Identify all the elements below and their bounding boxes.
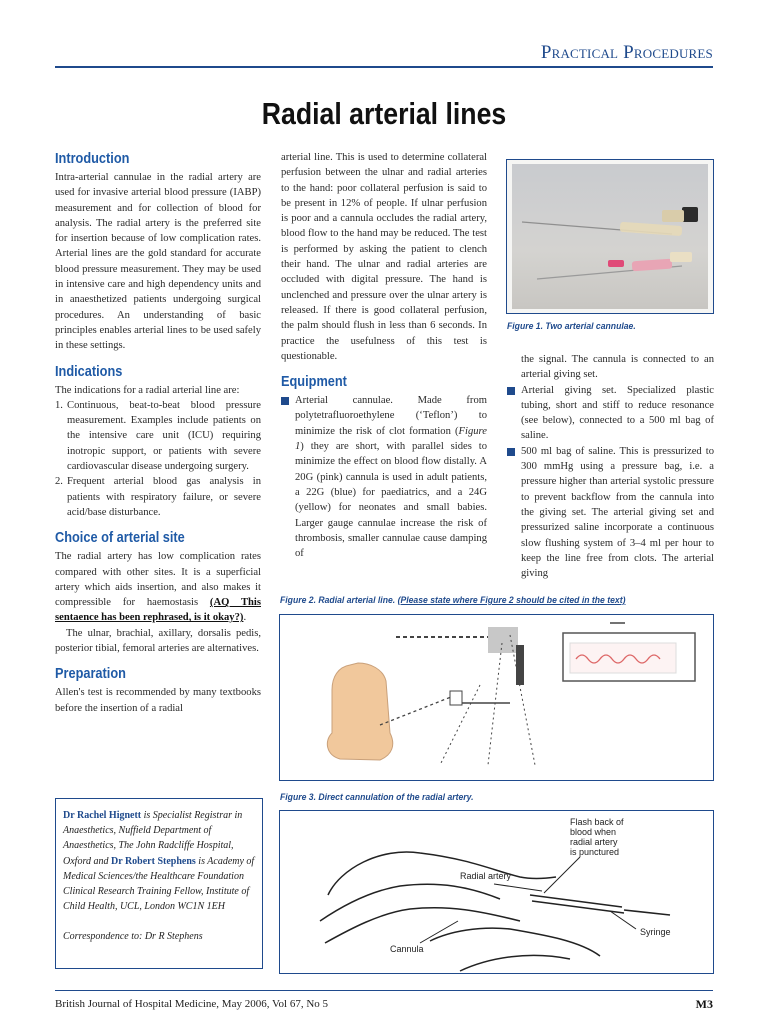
- equipment-item-giving-set: Arterial giving set. Specialized plastic tubing, short and stiff to reduce resonance (see below), connected to a 500 ml bag of saline.: [507, 383, 714, 444]
- indication-item: [55, 474, 261, 520]
- label-syringe: Syringe: [640, 927, 671, 937]
- equipment-item-cannulae: [281, 393, 487, 561]
- label-cannula: Cannula: [390, 944, 424, 954]
- author-2-name: Dr Robert Stephens: [110, 855, 196, 867]
- arterial-line-diagram: [280, 615, 713, 780]
- author-2-affiliation: is Academy of Medical Sciences/the Healthcare Foundation Clinical Research Training Fellow, Institute of Child Health, UCL, London WC1N 1EH: [63, 855, 255, 913]
- author-1-affiliation: is Specialist Registrar in Anaesthetics, Nuffield Department of Anaesthetics, The John Radcliffe Hospital, Oxford and: [63, 810, 243, 867]
- indication-number: 1.: [55, 399, 63, 411]
- cannulation-diagram: [280, 811, 713, 973]
- label-flash-back: radial artery: [570, 837, 618, 847]
- author-1-name: Dr Rachel Hignett: [63, 810, 142, 821]
- choice-alternatives: The ulnar, brachial, axillary, dorsalis pedis, posterior tibial, femoral arteries are alternatives.: [55, 627, 261, 655]
- figure-2-query: (Please state where Figure 2 should be cited in the text): [397, 595, 626, 606]
- article-title: Radial arterial lines: [261, 96, 507, 131]
- cannulae-illustration: [512, 164, 708, 309]
- author-bio-box: [55, 798, 263, 969]
- intro-paragraph: Intra-arterial cannulae in the radial artery are used for invasive arterial blood pressure (IABP) measurement and for collection of blood for analysis. The radial artery is the preferred site for insertion because of low complication rates. Arterial lines are the gold standard for accurate blood pressure measurement. They may be used in intensive care and high dependency units and in anaesthetized patients undergoing surgical procedures. An understanding of basic principles enables arterial lines to be used safely in these settings.: [55, 172, 261, 352]
- indication-item: [55, 398, 261, 474]
- figure-2-caption-text: Figure 2. Radial arterial line.: [280, 595, 396, 606]
- label-flash-back: is punctured: [570, 847, 620, 857]
- author-query: (AQ This sentaence has been rephrased, is it okay?): [55, 597, 261, 624]
- footer-rule: [55, 990, 713, 991]
- figure-3-caption: Figure 3. Direct cannulation of the radial artery.: [280, 792, 474, 803]
- correspondence: Correspondence to: Dr R Stephens: [63, 931, 203, 943]
- equipment-text-a: Arterial cannulae. Made from polytetrafluoroethylene (‘Teflon’) to minimize the risk of clot formation (: [295, 395, 487, 437]
- label-flash-back: Flash back of: [570, 817, 624, 827]
- signal-continuation: the signal. The cannula is connected to an arterial giving set.: [521, 354, 714, 381]
- heading-preparation: Preparation: [55, 666, 126, 683]
- equipment-text-b: ) they are short, with parallel sides to minimize the effect on blood flow distally. A 20G (pink) cannula is used in adult patients, a 22G (blue) for paediatrics, and a 24G (yellow) for neonates and small babies. Larger gauge cannulae increase the risk of thrombosis, smaller cannulae cause damping of: [295, 441, 487, 560]
- figure-1-photo: [506, 159, 714, 314]
- column-3: [507, 352, 714, 581]
- preparation-paragraph: Allen's test is recommended by many textbooks before the insertion of a radial: [55, 687, 261, 714]
- equipment-item-saline-bag: 500 ml bag of saline. This is pressurized to 300 mmHg using a pressure bag, i.e. a pressure higher than arterial systolic pressure to prevent backflow from the cannula into the giving set. The arterial giving set and pressurized saline incorporate a continuous slow flushing system of 3–4 ml per hour to keep the line free from clots. The arterial giving: [507, 444, 714, 582]
- indication-number: 2.: [55, 476, 63, 488]
- figure-1-caption: Figure 1. Two arterial cannulae.: [507, 321, 636, 332]
- header-rule: [55, 66, 713, 68]
- column-1: [55, 150, 261, 716]
- column-2: [281, 150, 487, 561]
- journal-citation: British Journal of Hospital Medicine, May 2006, Vol 67, No 5: [55, 998, 329, 1010]
- heading-introduction: Introduction: [55, 151, 130, 167]
- cannulae-photo: [512, 164, 708, 309]
- heading-choice-of-site: Choice of arterial site: [55, 530, 185, 547]
- section-label: Practical Procedures: [540, 42, 713, 63]
- page-number: M3: [695, 997, 713, 1011]
- label-flash-back: blood when: [570, 827, 617, 837]
- heading-indications: Indications: [55, 363, 123, 380]
- figure-3-diagram: [279, 810, 714, 974]
- indications-lead: The indications for a radial arterial line are:: [55, 384, 240, 396]
- indication-text: Frequent arterial blood gas analysis in patients with respiratory failure, or severe acid/base disturbance.: [67, 476, 261, 518]
- choice-paragraph: The radial artery has low complication rates compared with other sites. It is a superficial artery which aids insertion, and also makes it compressible for haemostasis (AQ This sentaence has been rephrased, is it okay?).: [55, 551, 261, 624]
- indication-text: Continuous, beat-to-beat blood pressure measurement. Examples include patients on the intensive care unit (ICU) requiring inotropic support, or patients with severe cardiovascular disease undergoing surgery.: [67, 399, 261, 473]
- figure-2-diagram: [279, 614, 714, 781]
- allen-test-paragraph: arterial line. This is used to determine collateral perfusion between the ulnar and radial arteries to the hand: poor collateral perfusion is said to be present in 12% of people. If ulnar perfusion is poor and a cannula occludes the radial artery, blood flow to the hand may be reduced. The test is performed by asking the patient to clench their hand. The ulnar and radial arteries are occluded with digital pressure. The hand is unclenched and pressure over the ulnar artery is released. If there is good collateral perfusion, the palm should flush in less than 6 seconds. In practice the usefulness of this test is questionable.: [281, 152, 487, 362]
- heading-equipment: Equipment: [281, 374, 347, 391]
- figure-2-caption: [280, 595, 625, 606]
- label-radial-artery: Radial artery: [460, 871, 512, 881]
- figure-reference: Figure 1: [295, 425, 487, 453]
- choice-text: The radial artery has low complication rates compared with other sites. It is a superficial artery which aids insertion, and also makes it compressible for haemostasis: [55, 551, 261, 609]
